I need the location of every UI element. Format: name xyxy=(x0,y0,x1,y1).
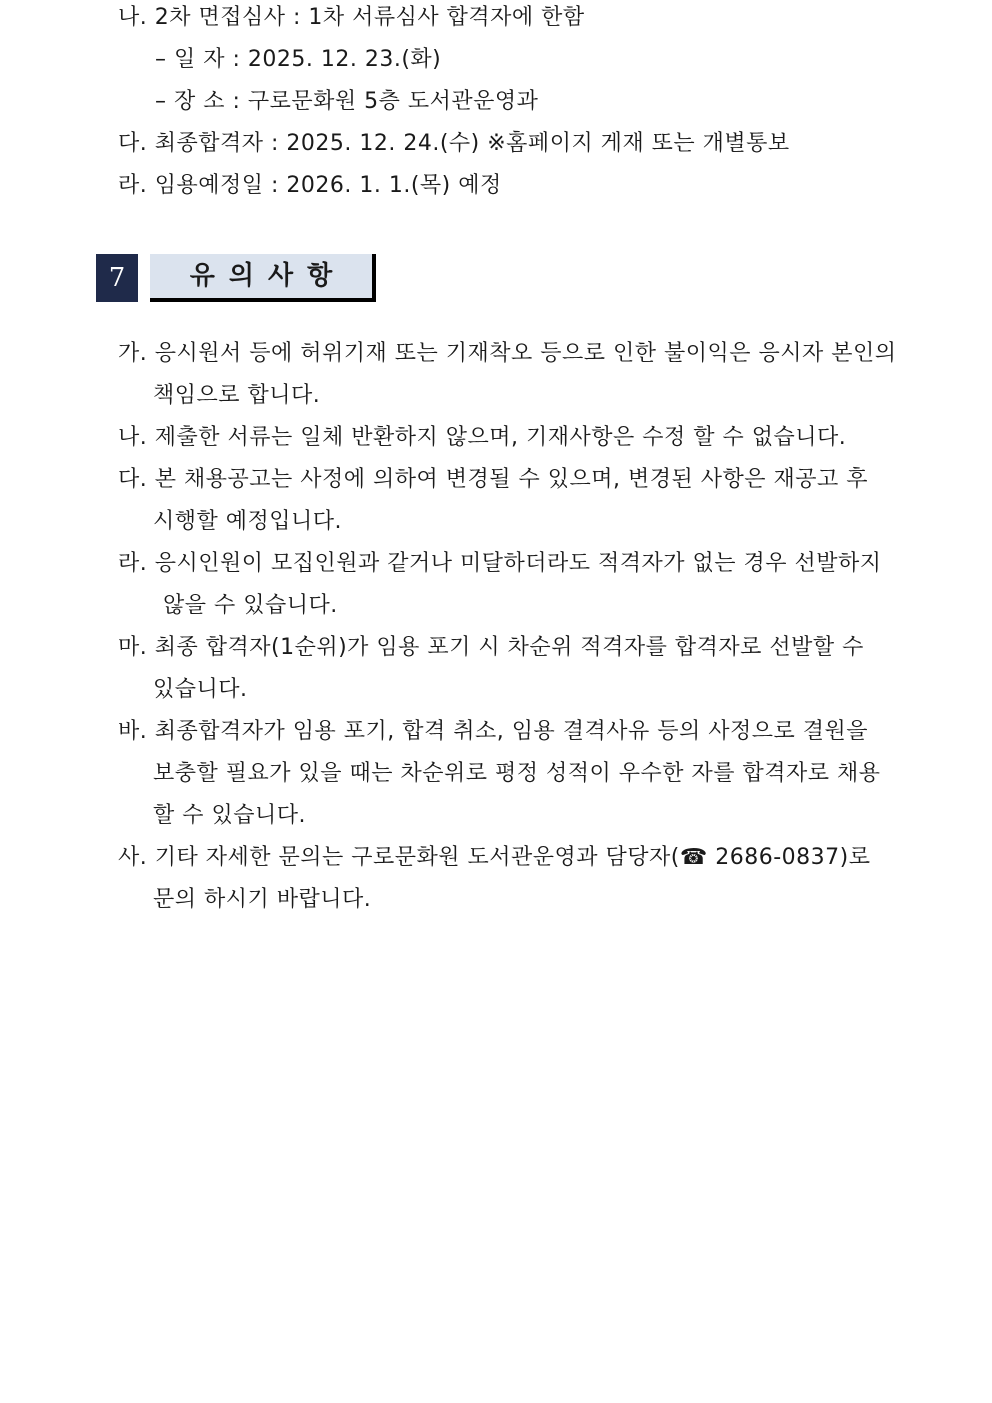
note-ba-line3: 할 수 있습니다. xyxy=(153,803,306,828)
note-sa-line2: 문의 하시기 바랍니다. xyxy=(153,887,372,912)
note-ba-line2: 보충할 필요가 있을 때는 차순위로 평정 성적이 우수한 자를 합격자로 채용 xyxy=(153,761,881,786)
note-ra-line2: 않을 수 있습니다. xyxy=(163,593,338,618)
note-ga-line2: 책임으로 합니다. xyxy=(153,383,321,408)
note-sa-line1: 사. 기타 자세한 문의는 구로문화원 도서관운영과 담당자(☎ 2686-0837)로 xyxy=(118,845,871,870)
final-pass-item: 다. 최종합격자 : 2025. 12. 24.(수) ※홈페이지 게재 또는 개별통보 xyxy=(118,131,790,156)
interview-date: – 일 자 : 2025. 12. 23.(화) xyxy=(155,47,442,72)
note-da-line1: 다. 본 채용공고는 사정에 의하여 변경될 수 있으며, 변경된 사항은 재공고 후 xyxy=(118,467,868,492)
note-na: 나. 제출한 서류는 일체 반환하지 않으며, 기재사항은 수정 할 수 없습니다. xyxy=(118,425,847,450)
section-title: 유의사항 xyxy=(189,261,347,291)
appointment-date-item: 라. 임용예정일 : 2026. 1. 1.(목) 예정 xyxy=(118,173,502,198)
section-header xyxy=(96,254,386,304)
interview-place: – 장 소 : 구로문화원 5층 도서관운영과 xyxy=(155,89,539,114)
note-da-line2: 시행할 예정입니다. xyxy=(153,509,343,534)
note-ga-line1: 가. 응시원서 등에 허위기재 또는 기재착오 등으로 인한 불이익은 응시자 본인의 xyxy=(118,341,897,366)
interview-item: 나. 2차 면접심사 : 1차 서류심사 합격자에 한함 xyxy=(118,5,585,30)
note-ra-line1: 라. 응시인원이 모집인원과 같거나 미달하더라도 적격자가 없는 경우 선발하지 xyxy=(118,551,882,576)
note-ma-line2: 있습니다. xyxy=(153,677,248,702)
note-ba-line1: 바. 최종합격자가 임용 포기, 합격 취소, 임용 결격사유 등의 사정으로 결원을 xyxy=(118,719,868,744)
note-ma-line1: 마. 최종 합격자(1순위)가 임용 포기 시 차순위 적격자를 합격자로 선발할 수 xyxy=(118,635,864,660)
section-title-box xyxy=(150,254,376,302)
section-number: 7 xyxy=(96,254,138,302)
